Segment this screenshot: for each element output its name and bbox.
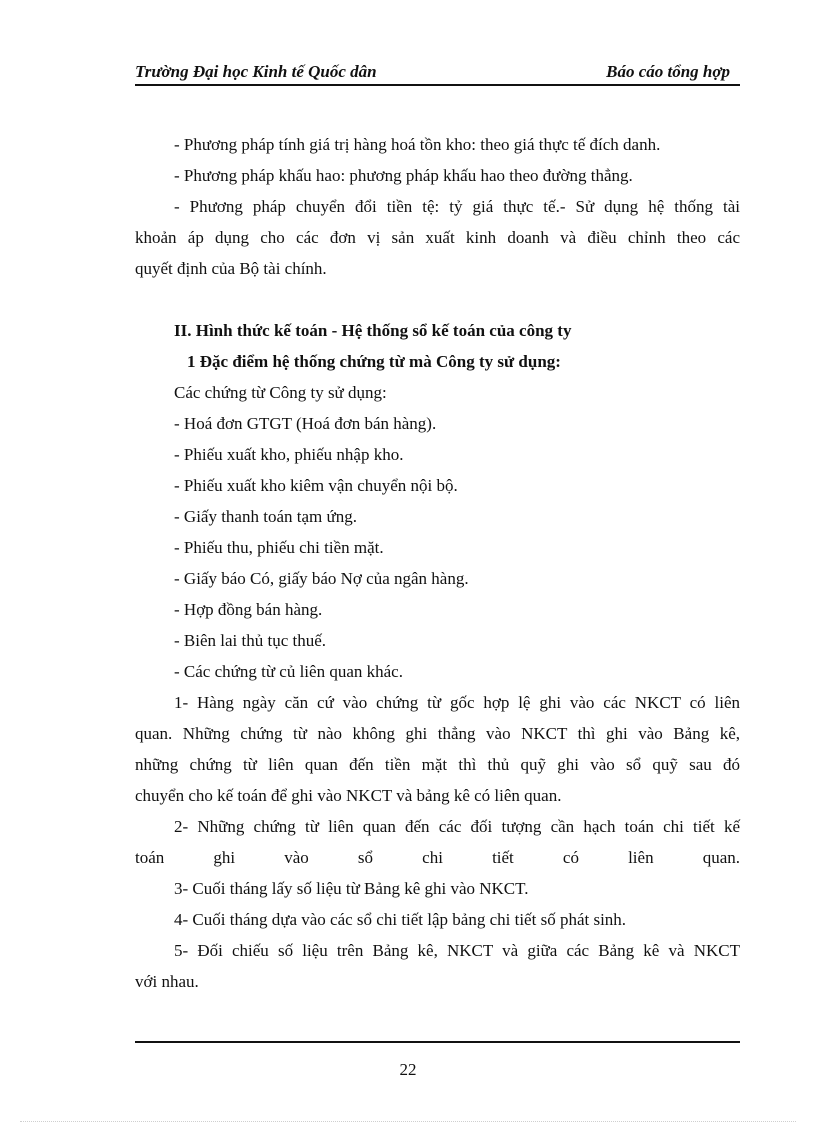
text-line: chuyển cho kế toán để ghi vào NKCT và bảng kê có liên quan.: [135, 786, 562, 805]
page-edge-divider: [20, 1121, 796, 1122]
header-report-title: Báo cáo tổng hợp: [606, 62, 730, 81]
list-item: - Hoá đơn GTGT (Hoá đơn bán hàng).: [174, 414, 437, 433]
text-line: với nhau.: [135, 972, 199, 991]
text-line: toán ghi vào sổ chi tiết có liên quan.: [135, 848, 740, 867]
text-line: 1- Hàng ngày căn cứ vào chứng từ gốc hợp lệ ghi vào các NKCT có liên: [174, 693, 740, 712]
text-line: quan. Những chứng từ nào không ghi thẳng vào NKCT thì ghi vào Bảng kê,: [135, 724, 740, 743]
text-line: - Phương pháp chuyển đổi tiền tệ: tỷ giá thực tế.- Sử dụng hệ thống tài: [174, 197, 740, 216]
text-line: những chứng từ liên quan đến tiền mặt thì thủ quỹ ghi vào sổ quỹ sau đó: [135, 755, 740, 774]
list-item: - Giấy báo Có, giấy báo Nợ của ngân hàng.: [174, 569, 469, 588]
footer-divider: [135, 1041, 740, 1043]
list-item: - Giấy thanh toán tạm ứng.: [174, 507, 357, 526]
list-item: - Phiếu xuất kho kiêm vận chuyển nội bộ.: [174, 476, 458, 495]
document-body: [135, 129, 740, 997]
list-item: - Các chứng từ củ liên quan khác.: [174, 662, 403, 681]
list-item: - Phiếu xuất kho, phiếu nhập kho.: [174, 445, 404, 464]
list-item: - Hợp đồng bán hàng.: [174, 600, 323, 619]
text-line: Các chứng từ Công ty sử dụng:: [174, 383, 387, 402]
page-number: 22: [399, 1060, 417, 1079]
text-line: - Phương pháp tính giá trị hàng hoá tồn kho: theo giá thực tế đích danh.: [174, 135, 661, 154]
header-school-name: Trường Đại học Kinh tế Quốc dân: [135, 62, 377, 81]
text-line: quyết định của Bộ tài chính.: [135, 259, 327, 278]
text-line: - Phương pháp khấu hao: phương pháp khấu hao theo đường thẳng.: [174, 166, 633, 185]
subsection-heading: 1 Đặc điểm hệ thống chứng từ mà Công ty sử dụng:: [187, 352, 561, 371]
list-item: - Biên lai thủ tục thuế.: [174, 631, 327, 650]
page-header: [135, 58, 740, 86]
text-line: 5- Đối chiếu số liệu trên Bảng kê, NKCT và giữa các Bảng kê và NKCT: [174, 941, 740, 960]
text-line: 4- Cuối tháng dựa vào các sổ chi tiết lập bảng chi tiết số phát sinh.: [174, 910, 627, 929]
text-line: khoản áp dụng cho các đơn vị sản xuất kinh doanh và điều chỉnh theo các: [135, 228, 740, 247]
section-heading: II. Hình thức kế toán - Hệ thống sổ kế toán của công ty: [174, 321, 572, 340]
list-item: - Phiếu thu, phiếu chi tiền mặt.: [174, 538, 384, 557]
text-line: 2- Những chứng từ liên quan đến các đối tượng cần hạch toán chi tiết kế: [174, 817, 740, 836]
text-line: 3- Cuối tháng lấy số liệu từ Bảng kê ghi vào NKCT.: [174, 879, 529, 898]
